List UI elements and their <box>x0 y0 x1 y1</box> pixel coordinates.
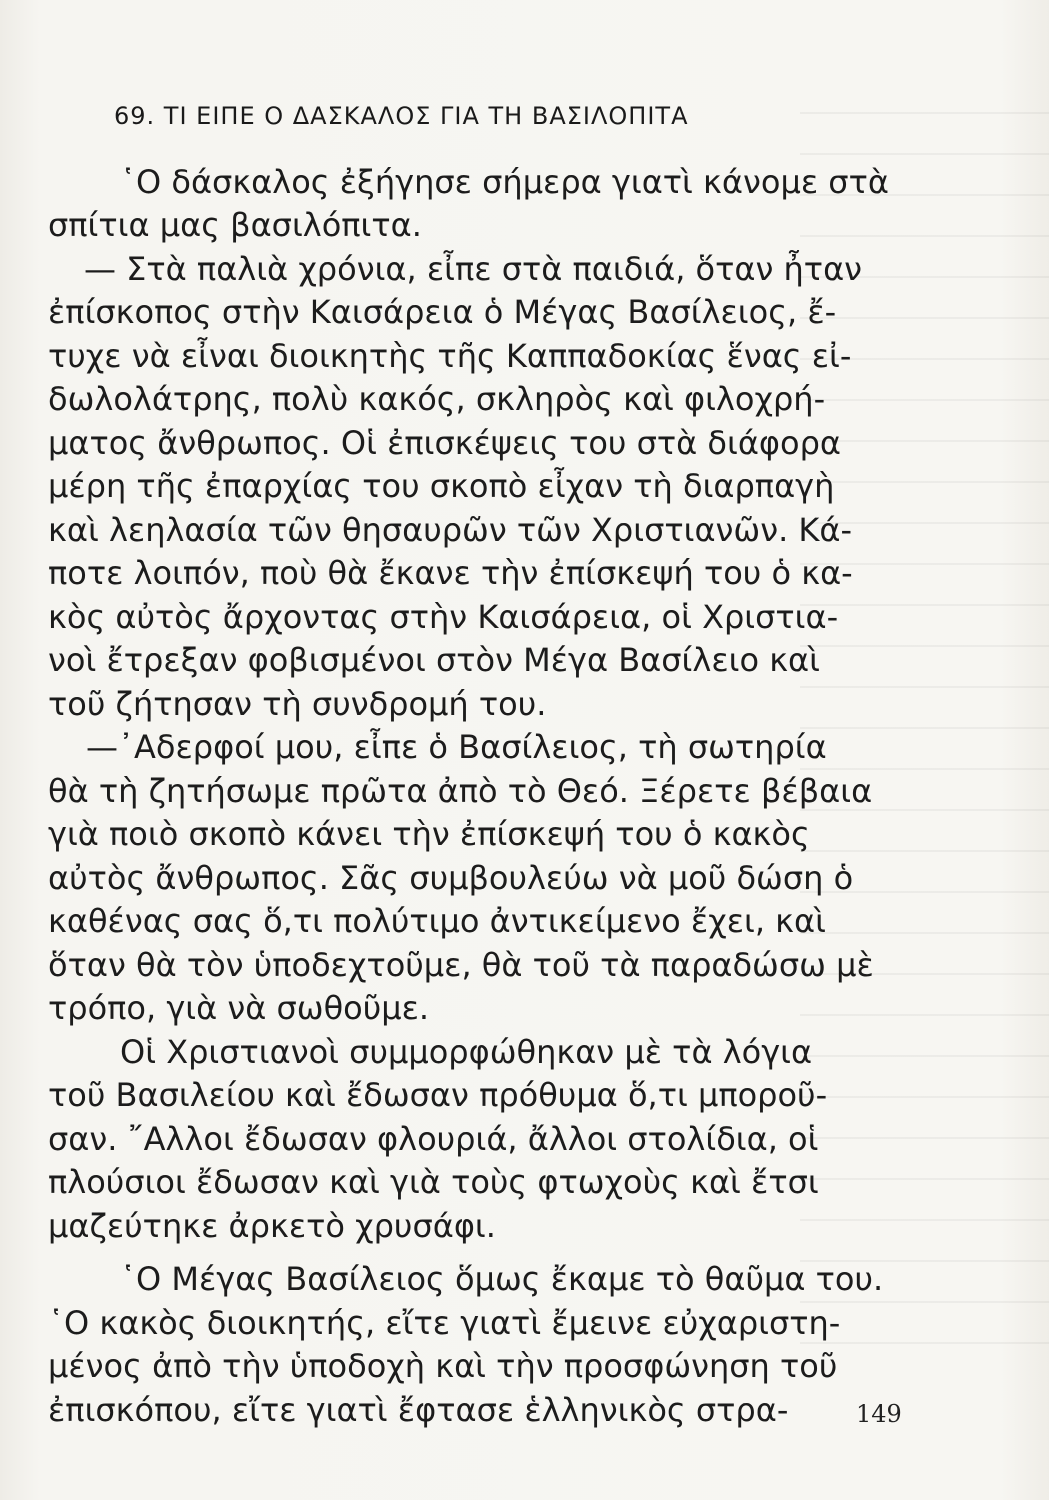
text-line: ἐπίσκοπος στὴν Καισάρεια ὁ Μέγας Βασίλειος, ἔ- <box>48 293 837 331</box>
text-line: καθένας σας ὅ,τι πολύτιμο ἀντικείμενο ἔχει, καὶ <box>48 902 826 940</box>
text-line: τρόπο, γιὰ νὰ σωθοῦμε. <box>48 989 430 1027</box>
text-line: δωλολάτρης, πολὺ κακός, σκληρὸς καὶ φιλοχρή- <box>48 380 826 418</box>
text-line: τοῦ ζήτησαν τὴ συνδρομή του. <box>48 685 547 723</box>
text-line: ματος ἄνθρωπος. Οἱ ἐπισκέψεις του στὰ διάφορα <box>48 424 842 462</box>
text-line: ἐπισκόπου, εἴτε γιατὶ ἔφτασε ἑλληνικὸς στρα- <box>48 1391 789 1429</box>
text-line: ὅταν θὰ τὸν ὑποδεχτοῦμε, θὰ τοῦ τὰ παραδώσω μὲ <box>48 946 874 984</box>
text-line: μέρη τῆς ἐπαρχίας του σκοπὸ εἶχαν τὴ διαρπαγὴ <box>48 467 835 505</box>
text-line: αὐτὸς ἄνθρωπος. Σᾶς συμβουλεύω νὰ μοῦ δώση ὁ <box>48 859 854 897</box>
text-line: ῾Ο κακὸς διοικητής, εἴτε γιατὶ ἔμεινε εὐχαριστη- <box>48 1304 841 1342</box>
chapter-heading: 69. ΤΙ ΕΙΠΕ Ο ΔΑΣΚΑΛΟΣ ΓΙΑ ΤΗ ΒΑΣΙΛΟΠΙΤΑ <box>114 102 689 130</box>
text-line: θὰ τὴ ζητήσωμε πρῶτα ἀπὸ τὸ Θεό. Ξέρετε βέβαια <box>48 772 873 810</box>
text-line: Οἱ Χριστιανοὶ συμμορφώθηκαν μὲ τὰ λόγια <box>120 1033 813 1071</box>
text-line: ῾Ο Μέγας Βασίλειος ὅμως ἔκαμε τὸ θαῦμα του. <box>120 1260 884 1298</box>
text-line: μένος ἀπὸ τὴν ὑποδοχὴ καὶ τὴν προσφώνηση τοῦ <box>48 1347 838 1385</box>
page-number: 149 <box>856 1400 902 1428</box>
text-line: τυχε νὰ εἶναι διοικητὴς τῆς Καππαδοκίας ἕνας εἰ- <box>48 337 852 375</box>
text-line: τοῦ Βασιλείου καὶ ἔδωσαν πρόθυμα ὅ,τι μποροῦ- <box>48 1076 828 1114</box>
text-line: γιὰ ποιὸ σκοπὸ κάνει τὴν ἐπίσκεψή του ὁ κακὸς <box>48 815 810 853</box>
text-line: ποτε λοιπόν, ποὺ θὰ ἔκανε τὴν ἐπίσκεψή του ὁ κα- <box>48 554 853 592</box>
text-line: ῾Ο δάσκαλος ἐξήγησε σήμερα γιατὶ κάνομε στὰ <box>120 163 889 201</box>
text-line: μαζεύτηκε ἀρκετὸ χρυσάφι. <box>48 1207 496 1245</box>
text-line: —᾿Αδερφοί μου, εἶπε ὁ Βασίλειος, τὴ σωτηρία <box>86 728 827 766</box>
text-line: σπίτια μας βασιλόπιτα. <box>48 206 422 244</box>
text-line: κὸς αὐτὸς ἄρχοντας στὴν Καισάρεια, οἱ Χριστια- <box>48 598 839 636</box>
text-line: νοὶ ἔτρεξαν φοβισμένοι στὸν Μέγα Βασίλειο καὶ <box>48 641 820 679</box>
text-line: σαν. ῎Αλλοι ἔδωσαν φλουριά, ἄλλοι στολίδια, οἱ <box>48 1120 819 1158</box>
text-line: πλούσιοι ἔδωσαν καὶ γιὰ τοὺς φτωχοὺς καὶ ἔτσι <box>48 1163 819 1201</box>
text-line: καὶ λεηλασία τῶν θησαυρῶν τῶν Χριστιανῶν. Κά- <box>48 511 853 549</box>
text-line: — Στὰ παλιὰ χρόνια, εἶπε στὰ παιδιά, ὅταν ἦταν <box>84 250 863 288</box>
